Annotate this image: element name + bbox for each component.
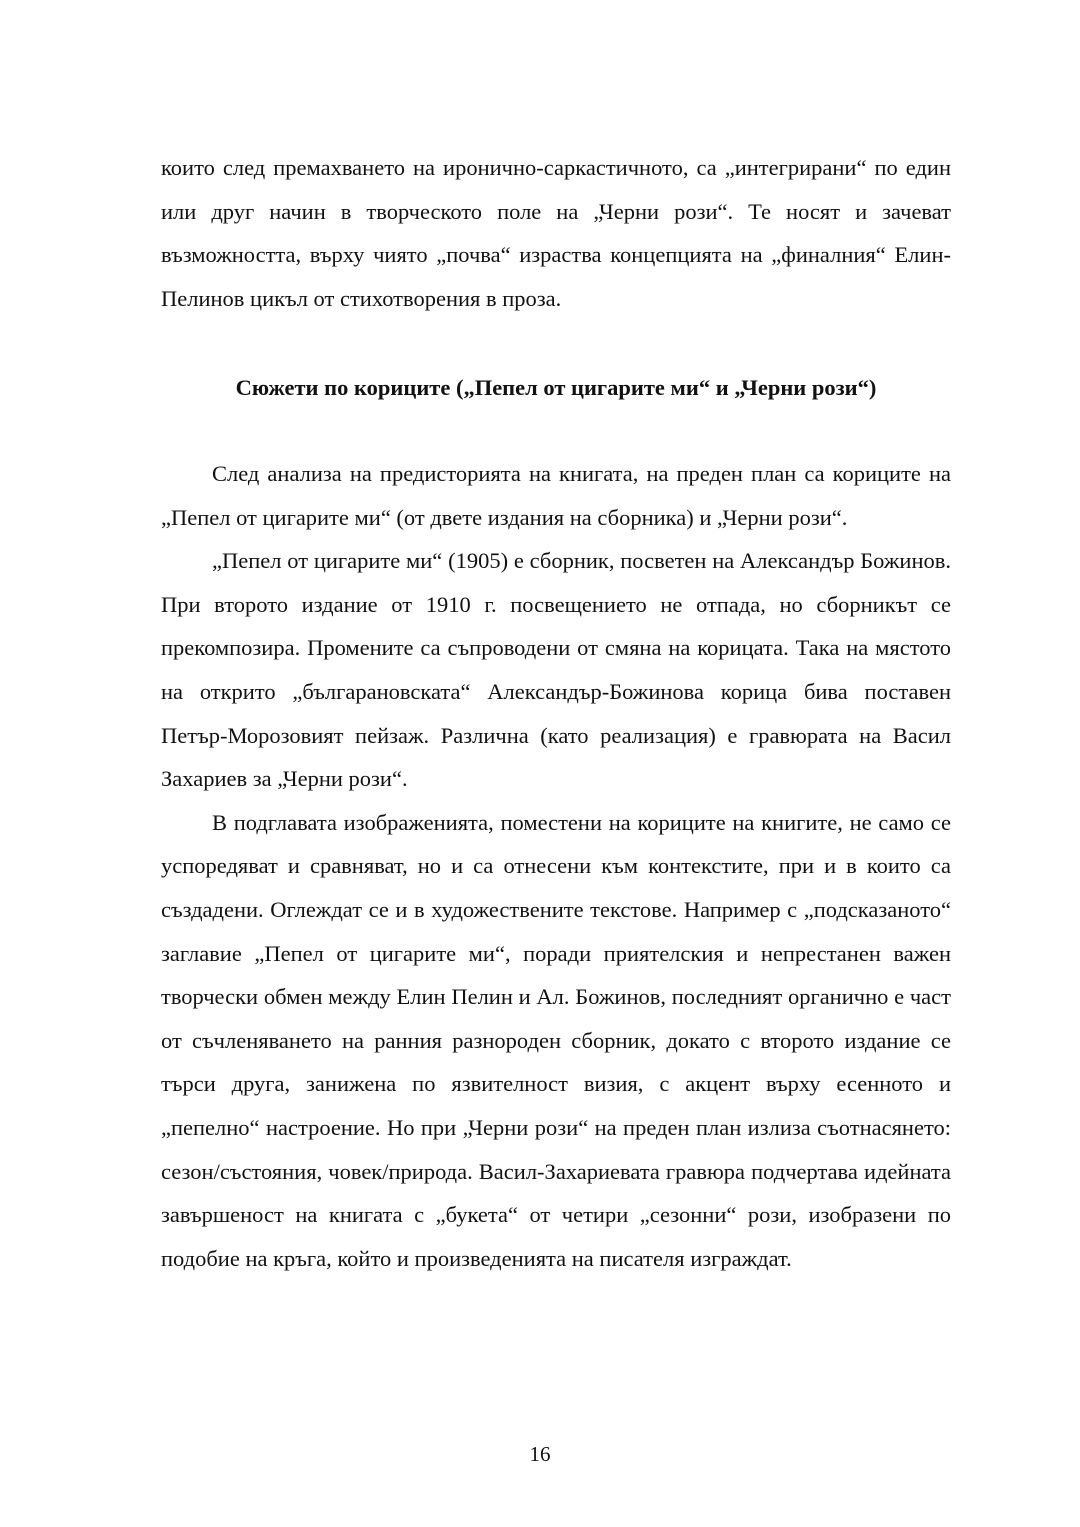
paragraph-intro: След анализа на предисторията на книгата, на преден план са кориците на „Пепел от цигарите ми“ (от двете издания на сборника) и „Черни рози“. bbox=[161, 461, 951, 530]
body-text-top bbox=[161, 146, 951, 320]
paragraph-subchapter: В подглавата изображенията, поместени на кориците на книгите, не само се успоредяват и сравняват, но и са отнесени към контекстите, при и в които са създадени. Оглеждат се и в художествените текстове. Например с „подсказаното“ заглавие „Пепел от цигарите ми“, поради приятелския и непрестанен важен творчески обмен между Елин Пелин и Ал. Божинов, последният органично е част от съчленяването на ранния разнороден сборник, докато с второто издание се търси друга, занижена по язвителност визия, с акцент върху есенното и „пепелно“ настроение. Но при „Черни рози“ на преден план излиза съотнасянето: сезон/състояния, човек/природа. Васил-Захариевата гравюра подчертава идейната завършеност на книгата с „букета“ от четири „сезонни“ рози, изобразени по подобие на кръга, който и произведенията на писателя изграждат. bbox=[161, 809, 951, 1271]
paragraph-continuation: които след премахването на иронично-саркастичното, са „интегрирани“ по един или друг начин в творческото поле на „Черни рози“. Те носят и зачеват възможността, върху чиято „почва“ израства концепцията на „финалния“ Елин-Пелинов цикъл от стихотворения в проза. bbox=[161, 155, 951, 311]
paragraph-collection: „Пепел от цигарите ми“ (1905) е сборник, посветен на Александър Божинов. При второто издание от 1910 г. посвещението не отпада, но сборникът се прекомпозира. Промените са съпроводени от смяна на корицата. Така на мястото на открито „българановската“ Александър-Божинова корица бива поставен Петър-Морозовият пейзаж. Различна (като реализация) е гравюрата на Васил Захариев за „Черни рози“. bbox=[161, 548, 951, 792]
section-heading: Сюжети по кориците („Пепел от цигарите ми“ и „Черни рози“) bbox=[235, 375, 877, 400]
page-number: 16 bbox=[529, 1442, 551, 1466]
body-text-main bbox=[161, 452, 951, 1280]
